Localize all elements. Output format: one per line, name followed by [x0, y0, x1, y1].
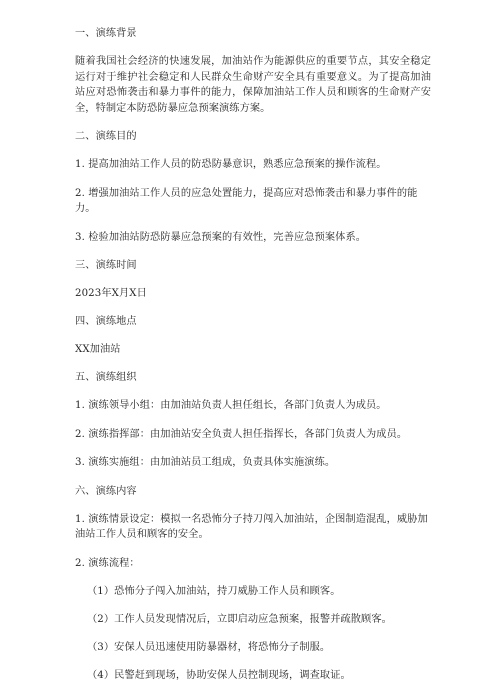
section-heading-background: 一、演练背景 [75, 28, 137, 39]
organization-item: 3. 演练实施组：由加油站员工组成，负责具体实施演练。 [75, 457, 336, 468]
purpose-item: 2. 增强加油站工作人员的应急处置能力，提高应对恐怖袭击和暴力事件的能力。 [75, 187, 418, 214]
background-paragraph: 随着我国社会经济的快速发展，加油站作为能源供应的重要节点，其安全稳定运行对于维护社会稳定和人民群众生命财产安全具有重要意义。为了提高加油站应对恐怖袭击和暴力事件的能力，保障加油站工作人员和顾客的生命财产安全，特制定本防恐防暴应急预案演练方案。 [75, 56, 431, 114]
process-step: （2）工作人员发现情况后，立即启动应急预案，报警并疏散顾客。 [87, 613, 392, 625]
organization-item: 1. 演练领导小组：由加油站负责人担任组长，各部门负责人为成员。 [75, 400, 387, 411]
organization-item: 2. 演练指挥部：由加油站安全负责人担任指挥长，各部门负责人为成员。 [75, 428, 408, 440]
section-heading-purpose: 二、演练目的 [75, 131, 137, 142]
document-page [75, 26, 431, 694]
section-heading-organization: 五、演练组织 [75, 372, 137, 383]
purpose-item: 3. 检验加油站防恐防暴应急预案的有效性，完善应急预案体系。 [75, 231, 367, 243]
scenario-item: 1. 演练情景设定：模拟一名恐怖分子持刀闯入加油站，企图制造混乱，威胁加油站工作人员和顾客的安全。 [75, 513, 428, 540]
section-heading-time: 三、演练时间 [75, 260, 137, 271]
section-heading-location: 四、演练地点 [75, 316, 137, 327]
process-step: （4）民警赶到现场，协助安保人员控制现场，调查取证。 [87, 669, 351, 681]
drill-date: 2023年X月X日 [75, 288, 147, 299]
process-label: 2. 演练流程： [75, 557, 140, 569]
process-step: （3）安保人员迅速使用防暴器材，将恐怖分子制服。 [87, 641, 331, 653]
purpose-item: 1. 提高加油站工作人员的防恐防暴意识，熟悉应急预案的操作流程。 [75, 159, 387, 170]
process-step: （1）恐怖分子闯入加油站，持刀威胁工作人员和顾客。 [87, 585, 341, 597]
section-heading-content: 六、演练内容 [75, 485, 137, 497]
drill-location: XX加油站 [75, 344, 121, 355]
